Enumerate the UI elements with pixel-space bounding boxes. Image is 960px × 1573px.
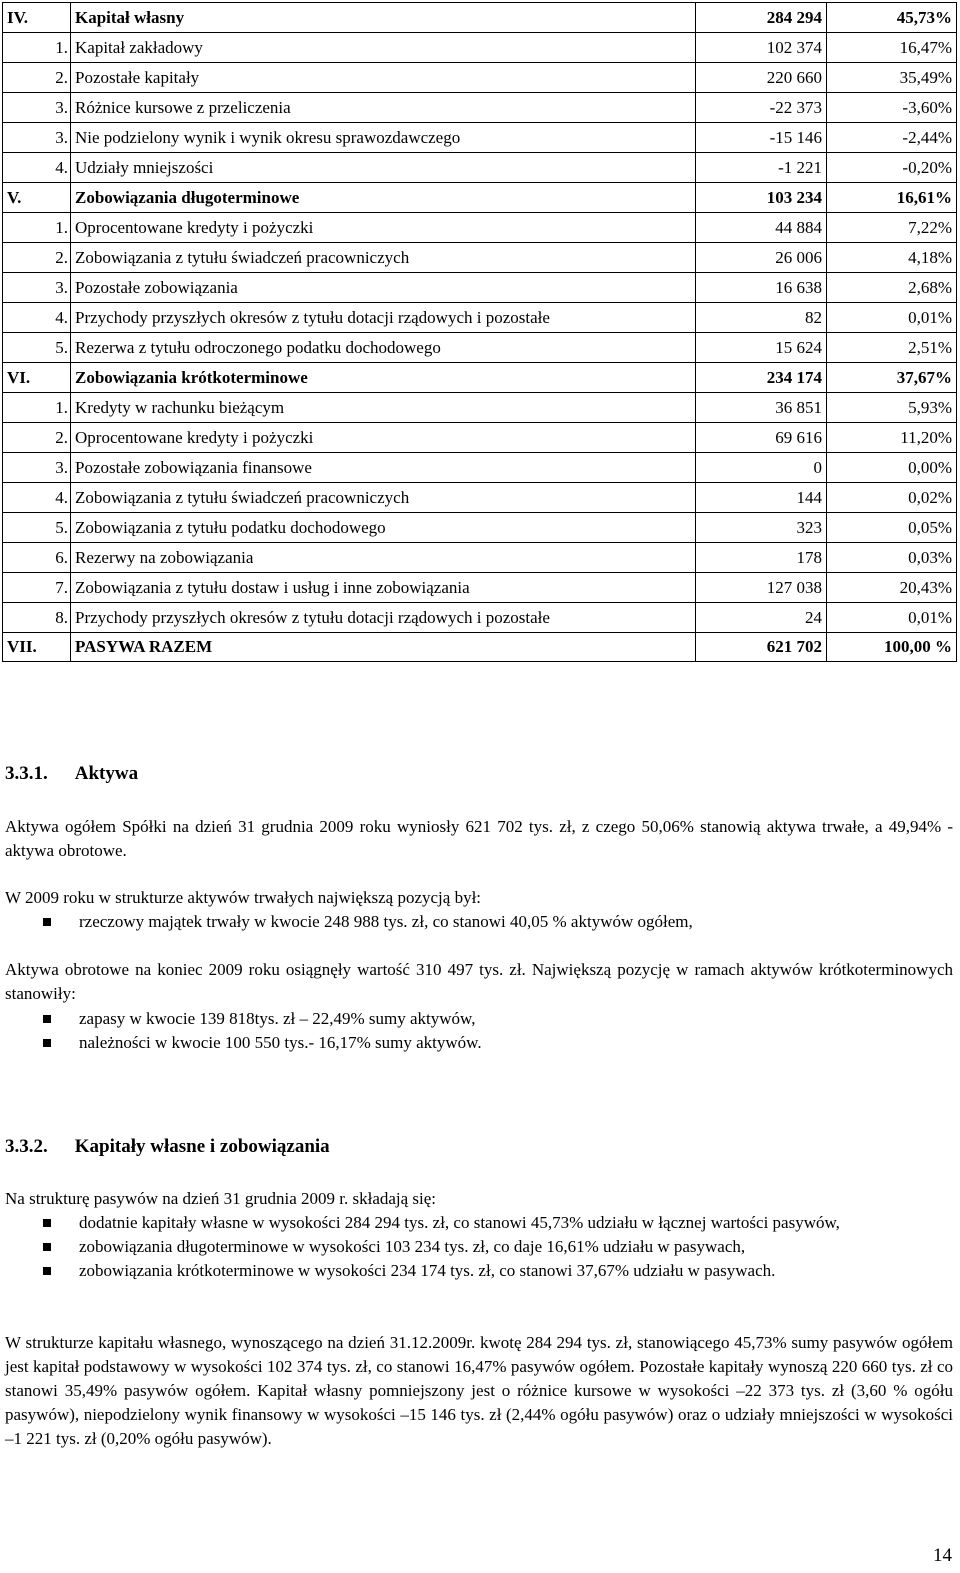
bullet-square-icon (43, 1219, 51, 1227)
row-number: VII. (3, 633, 71, 662)
table-row (3, 543, 957, 573)
table-row (3, 153, 957, 183)
assets-paragraph: Aktywa ogółem Spółki na dzień 31 grudnia 2009 roku wyniosły 621 702 tys. zł, z czego 50,06% stanowią aktywa trwałe, a 49,94% - aktywa obrotowe. (5, 817, 953, 860)
row-label: Zobowiązania z tytułu dostaw i usług i inne zobowiązania (71, 573, 696, 603)
row-value: 16 638 (696, 273, 827, 303)
row-value: 26 006 (696, 243, 827, 273)
row-value: 103 234 (696, 183, 827, 213)
row-number: 3. (3, 273, 71, 303)
table-row (3, 183, 957, 213)
row-label: Zobowiązania z tytułu podatku dochodowego (71, 513, 696, 543)
row-number: 7. (3, 573, 71, 603)
row-number: 1. (3, 33, 71, 63)
row-percent: 0,02% (827, 483, 957, 513)
table-row (3, 33, 957, 63)
table-row (3, 483, 957, 513)
section-number: 3.3.2. (5, 1136, 48, 1157)
row-label: Nie podzielony wynik i wynik okresu sprawozdawczego (71, 123, 696, 153)
row-label: Zobowiązania z tytułu świadczeń pracowniczych (71, 483, 696, 513)
row-percent: -2,44% (827, 123, 957, 153)
row-number: 5. (3, 513, 71, 543)
table-row (3, 393, 957, 423)
row-percent: 37,67% (827, 363, 957, 393)
row-number: 5. (3, 333, 71, 363)
table-row (3, 3, 957, 33)
bullet-square-icon (43, 1267, 51, 1275)
table-row (3, 243, 957, 273)
row-number: 3. (3, 453, 71, 483)
bullet-square-icon (43, 1243, 51, 1251)
row-label: Kapitał własny (71, 3, 696, 33)
row-number: 8. (3, 603, 71, 633)
row-number: 4. (3, 303, 71, 333)
row-value: -1 221 (696, 153, 827, 183)
list-item: rzeczowy majątek trwały w kwocie 248 988 tys. zł, co stanowi 40,05 % aktywów ogółem, (5, 910, 953, 934)
row-value: -15 146 (696, 123, 827, 153)
row-number: V. (3, 183, 71, 213)
row-percent: 5,93% (827, 393, 957, 423)
row-value: 144 (696, 483, 827, 513)
row-percent: -3,60% (827, 93, 957, 123)
fixed-assets-intro: W 2009 roku w strukturze aktywów trwałych największą pozycją był: (5, 888, 482, 907)
section-title: Aktywa (74, 763, 139, 784)
row-label: Zobowiązania z tytułu świadczeń pracowniczych (71, 243, 696, 273)
row-percent: 0,01% (827, 303, 957, 333)
list-item: dodatnie kapitały własne w wysokości 284 294 tys. zł, co stanowi 45,73% udziału w łącznej wartości pasywów, (5, 1211, 953, 1235)
row-number: 4. (3, 153, 71, 183)
section-title: Kapitały własne i zobowiązania (74, 1136, 330, 1157)
row-value: 127 038 (696, 573, 827, 603)
row-percent: 0,00% (827, 453, 957, 483)
row-label: Pozostałe kapitały (71, 63, 696, 93)
list-item: zobowiązania krótkoterminowe w wysokości 234 174 tys. zł, co stanowi 37,67% udziału w pasywach. (5, 1259, 953, 1283)
row-label: Kredyty w rachunku bieżącym (71, 393, 696, 423)
row-number: 2. (3, 243, 71, 273)
liabilities-structure-list (5, 1211, 953, 1283)
table-row (3, 573, 957, 603)
row-value: -22 373 (696, 93, 827, 123)
row-label: Kapitał zakładowy (71, 33, 696, 63)
row-percent: 0,05% (827, 513, 957, 543)
table-row (3, 363, 957, 393)
row-value: 82 (696, 303, 827, 333)
row-percent: 35,49% (827, 63, 957, 93)
row-percent: 20,43% (827, 573, 957, 603)
row-number: 1. (3, 393, 71, 423)
row-percent: 16,61% (827, 183, 957, 213)
row-percent: 16,47% (827, 33, 957, 63)
list-item: zapasy w kwocie 139 818tys. zł – 22,49% sumy aktywów, (5, 1007, 953, 1031)
row-percent: 100,00 % (827, 633, 957, 662)
row-label: Rezerwy na zobowiązania (71, 543, 696, 573)
row-value: 0 (696, 453, 827, 483)
row-value: 24 (696, 603, 827, 633)
row-label: Zobowiązania długoterminowe (71, 183, 696, 213)
row-number: 2. (3, 423, 71, 453)
row-label: Pozostałe zobowiązania finansowe (71, 453, 696, 483)
current-assets-paragraph: Aktywa obrotowe na koniec 2009 roku osiągnęły wartość 310 497 tys. zł. Największą pozycję w ramach aktywów krótkoterminowych stanowiły: (5, 960, 953, 1003)
row-label: Rezerwa z tytułu odroczonego podatku dochodowego (71, 333, 696, 363)
row-number: 4. (3, 483, 71, 513)
row-percent: -0,20% (827, 153, 957, 183)
current-assets-list (5, 1007, 953, 1055)
row-value: 220 660 (696, 63, 827, 93)
row-percent: 2,68% (827, 273, 957, 303)
table-row (3, 423, 957, 453)
section-heading-equity (5, 1136, 330, 1158)
table-row (3, 333, 957, 363)
table-row (3, 93, 957, 123)
table-row (3, 213, 957, 243)
list-item: należności w kwocie 100 550 tys.- 16,17% sumy aktywów. (5, 1031, 953, 1055)
row-value: 234 174 (696, 363, 827, 393)
table-row (3, 63, 957, 93)
row-value: 36 851 (696, 393, 827, 423)
row-label: PASYWA RAZEM (71, 633, 696, 662)
row-number: 2. (3, 63, 71, 93)
row-label: Różnice kursowe z przeliczenia (71, 93, 696, 123)
row-label: Oprocentowane kredyty i pożyczki (71, 213, 696, 243)
section-number: 3.3.1. (5, 763, 48, 784)
bullet-square-icon (43, 918, 51, 926)
row-value: 284 294 (696, 3, 827, 33)
table-row (3, 513, 957, 543)
row-percent: 11,20% (827, 423, 957, 453)
row-percent: 2,51% (827, 333, 957, 363)
row-percent: 7,22% (827, 213, 957, 243)
row-percent: 4,18% (827, 243, 957, 273)
row-number: IV. (3, 3, 71, 33)
section-heading-assets (5, 763, 138, 785)
row-label: Oprocentowane kredyty i pożyczki (71, 423, 696, 453)
row-value: 15 624 (696, 333, 827, 363)
row-label: Pozostałe zobowiązania (71, 273, 696, 303)
table-row (3, 603, 957, 633)
fixed-assets-list (5, 910, 953, 934)
table-row (3, 633, 957, 662)
row-number: 1. (3, 213, 71, 243)
row-number: 3. (3, 123, 71, 153)
row-label: Zobowiązania krótkoterminowe (71, 363, 696, 393)
liabilities-table (2, 2, 957, 662)
row-label: Przychody przyszłych okresów z tytułu dotacji rządowych i pozostałe (71, 603, 696, 633)
table-row (3, 453, 957, 483)
row-value: 178 (696, 543, 827, 573)
row-percent: 45,73% (827, 3, 957, 33)
row-value: 621 702 (696, 633, 827, 662)
row-percent: 0,01% (827, 603, 957, 633)
row-label: Udziały mniejszości (71, 153, 696, 183)
row-number: 6. (3, 543, 71, 573)
bullet-square-icon (43, 1015, 51, 1023)
row-number: 3. (3, 93, 71, 123)
table-row (3, 303, 957, 333)
table-row (3, 123, 957, 153)
row-value: 69 616 (696, 423, 827, 453)
page-number: 14 (933, 1545, 952, 1566)
equity-paragraph: W strukturze kapitału własnego, wynoszącego na dzień 31.12.2009r. kwotę 284 294 tys. zł, stanowiącego 45,73% sumy pasywów ogółem jest kapitał podstawowy w wysokości 102 374 tys. zł, co stanowi 16,47% pasywów ogółem. Pozostałe kapitały wynoszą 220 660 tys. zł co stanowi 35,49% pasywów ogółem. Kapitał własny pomniejszony jest o różnice kursowe w wysokości –22 373 tys. zł (3,60 % ogółu pasywów), niepodzielony wynik finansowy w wysokości –15 146 tys. zł (2,44% ogółu pasywów) oraz o udziały mniejszości w wysokości –1 221 tys. zł (0,20% ogółu pasywów). (5, 1333, 953, 1448)
liabilities-intro: Na strukturę pasywów na dzień 31 grudnia 2009 r. składają się: (5, 1189, 437, 1208)
bullet-square-icon (43, 1039, 51, 1047)
list-item: zobowiązania długoterminowe w wysokości 103 234 tys. zł, co daje 16,61% udziału w pasywach, (5, 1235, 953, 1259)
table-row (3, 273, 957, 303)
row-number: VI. (3, 363, 71, 393)
row-value: 323 (696, 513, 827, 543)
row-value: 102 374 (696, 33, 827, 63)
row-percent: 0,03% (827, 543, 957, 573)
row-value: 44 884 (696, 213, 827, 243)
row-label: Przychody przyszłych okresów z tytułu dotacji rządowych i pozostałe (71, 303, 696, 333)
